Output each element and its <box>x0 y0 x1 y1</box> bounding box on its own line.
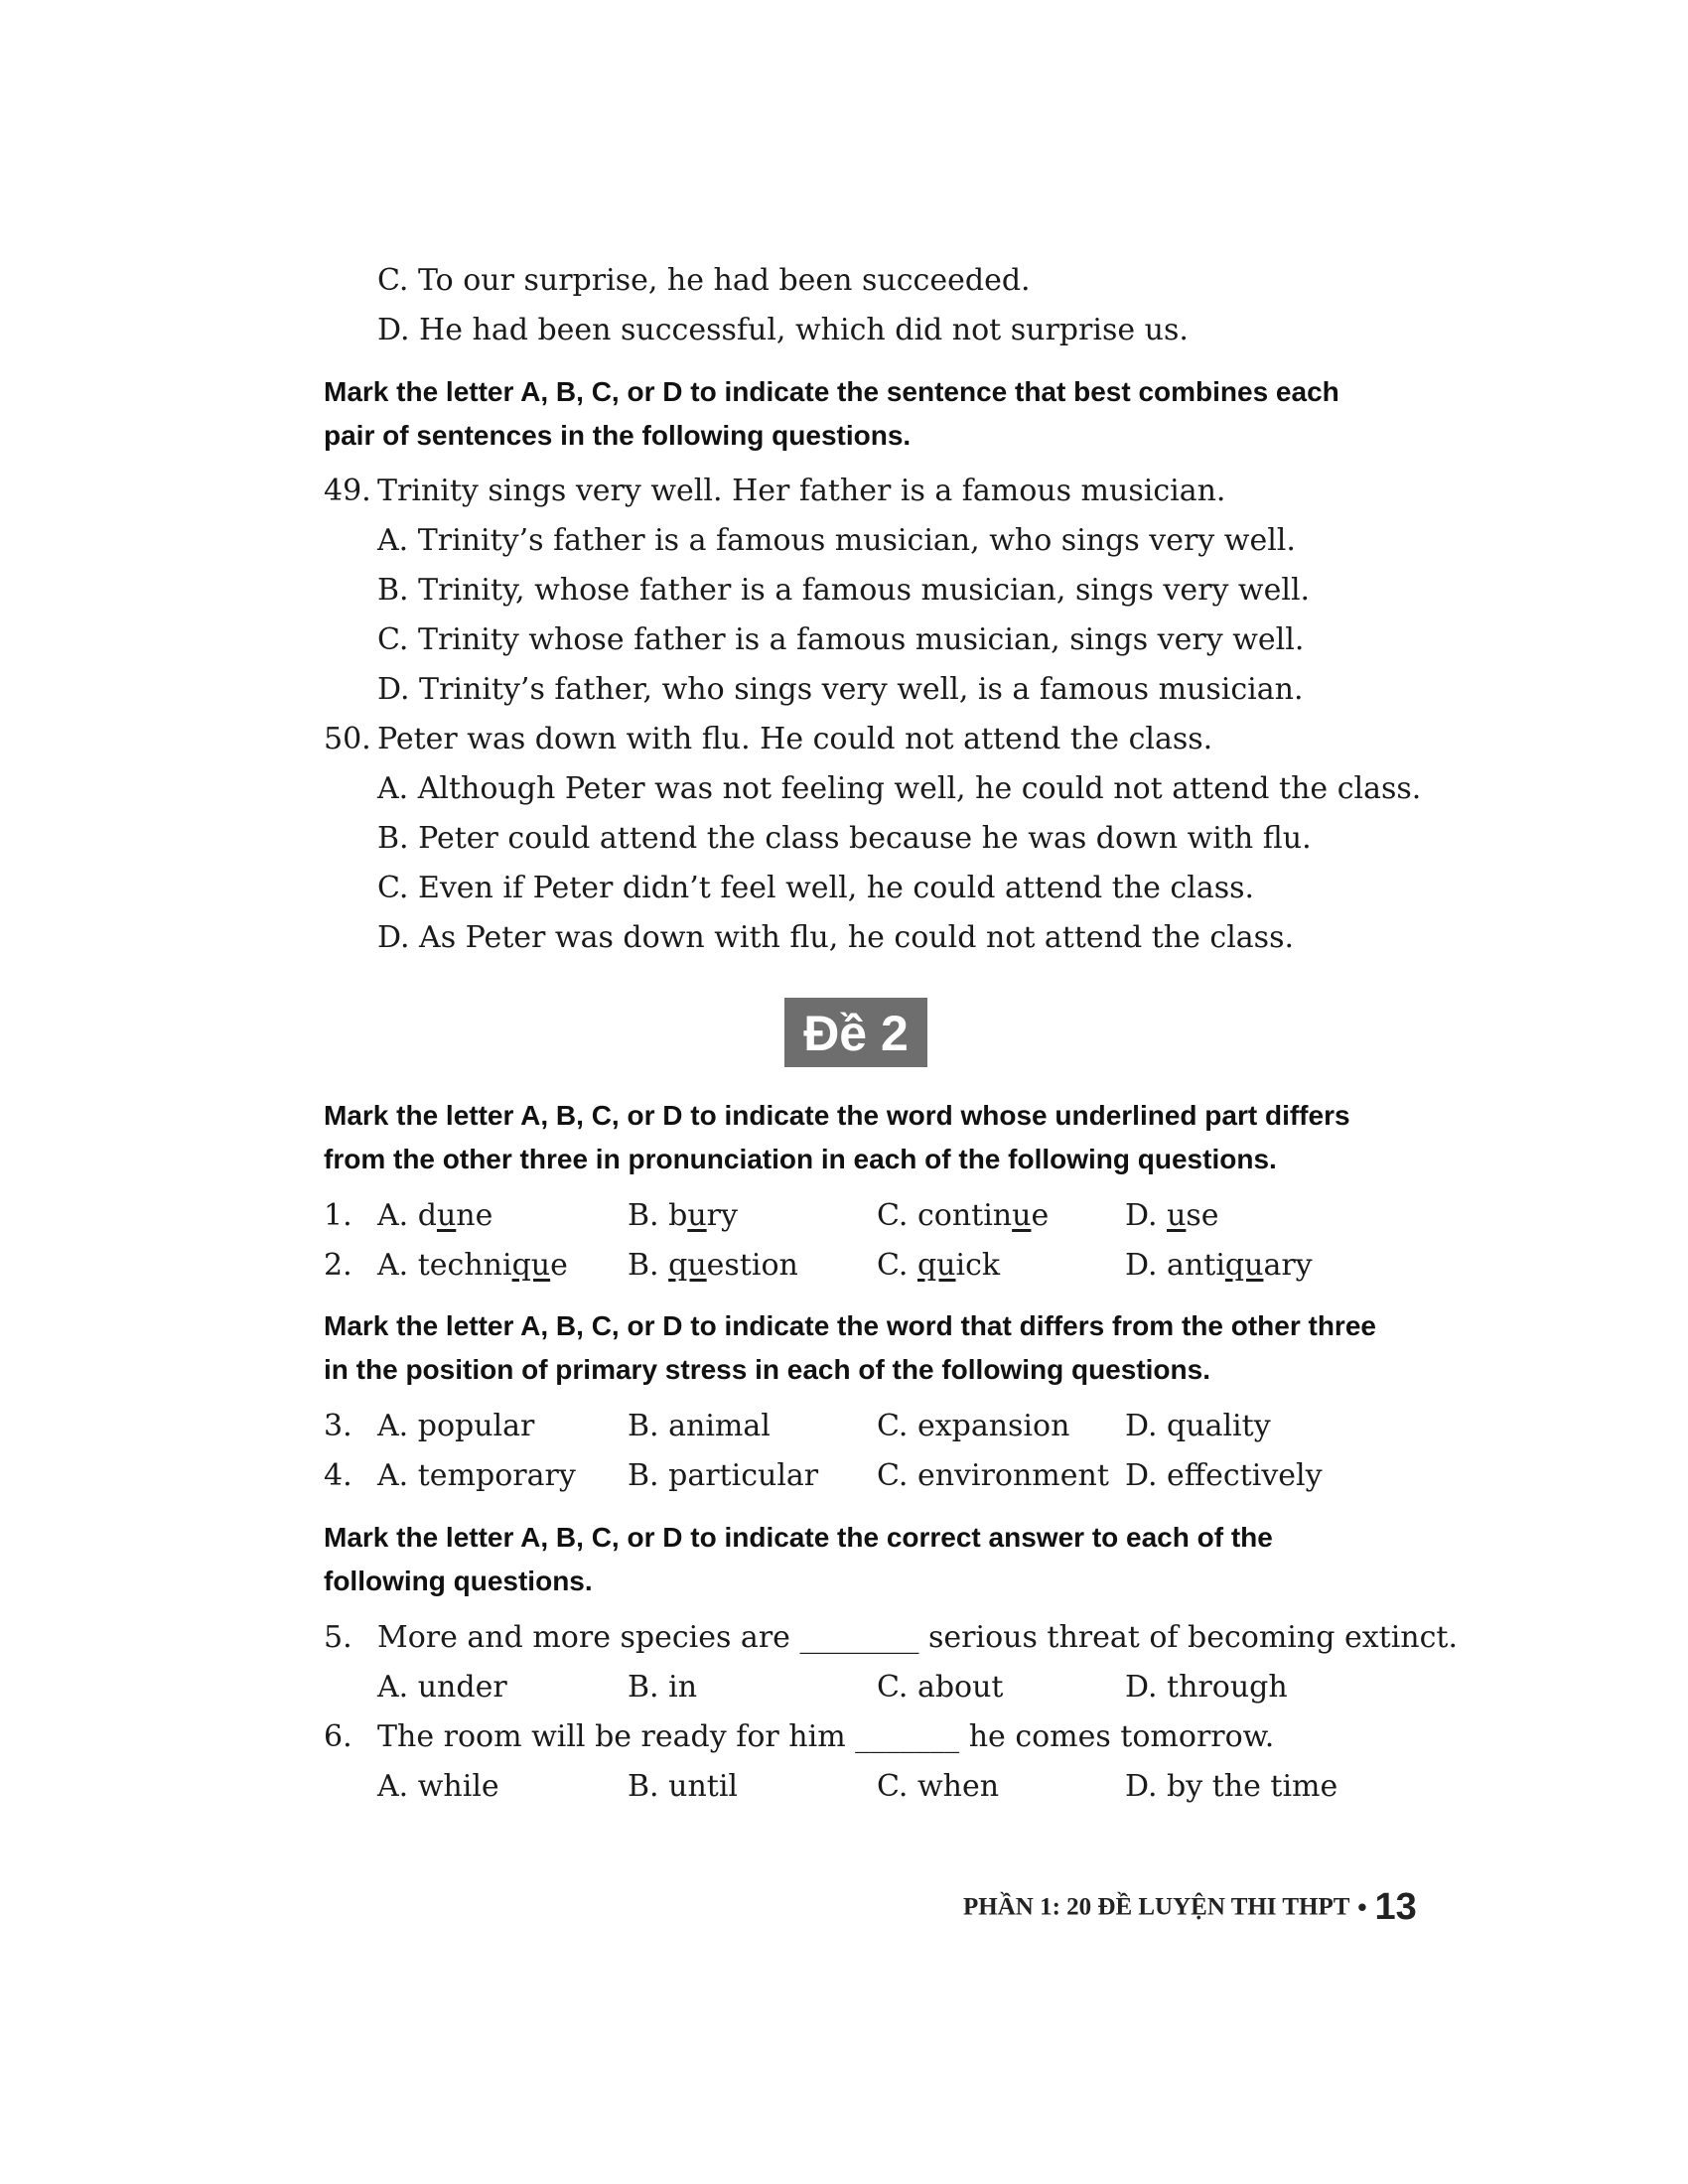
option-b: B. Trinity, whose father is a famous musician, sings very well. <box>377 573 1311 608</box>
question-number: 50. <box>324 722 371 756</box>
instruction-stress: Mark the letter A, B, C, or D to indicate the word that differs from the other three in the position of primary stress in each of the following questions. <box>324 1310 1376 1385</box>
option-a: A. popular <box>377 1409 535 1443</box>
question-text: Trinity sings very well. Her father is a famous musician. <box>377 474 1226 508</box>
option-c: C. about <box>877 1670 1004 1705</box>
question-number: 5. <box>324 1620 352 1655</box>
option-a: A. technique <box>377 1248 568 1283</box>
section-badge: Đề 2 <box>784 998 927 1067</box>
option-d: D. Trinity’s father, who sings very well, is a famous musician. <box>377 672 1304 707</box>
option-b: B. animal <box>628 1409 771 1443</box>
option-c: C. Even if Peter didn’t feel well, he could attend the class. <box>377 871 1255 905</box>
option-d: D. He had been successful, which did not surprise us. <box>377 313 1189 347</box>
question-number: 49. <box>324 474 371 508</box>
question-number: 6. <box>324 1719 352 1754</box>
option-c: C. when <box>877 1769 1000 1804</box>
question-number: 4. <box>324 1458 352 1493</box>
page-number: 13 <box>1374 1886 1417 1928</box>
question-number: 2. <box>324 1248 352 1283</box>
option-b: B. particular <box>628 1458 819 1493</box>
instruction-pronunciation: Mark the letter A, B, C, or D to indicate the word whose underlined part differs from the other three in pronunciation in each of the following questions. <box>324 1100 1350 1174</box>
option-d: D. As Peter was down with flu, he could not attend the class. <box>377 920 1295 955</box>
instruction-correct-answer: Mark the letter A, B, C, or D to indicate the correct answer to each of the following questions. <box>324 1522 1273 1596</box>
option-c: C. quick <box>877 1248 1001 1283</box>
option-b: B. in <box>628 1670 698 1705</box>
page-footer <box>963 1886 1417 1929</box>
question-number: 1. <box>324 1198 352 1233</box>
option-b: B. bury <box>628 1198 738 1233</box>
footer-label: PHẦN 1: 20 ĐỀ LUYỆN THI THPT <box>963 1893 1350 1921</box>
option-d: D. antiquary <box>1125 1248 1313 1283</box>
option-d: D. effectively <box>1125 1458 1323 1493</box>
option-b: B. Peter could attend the class because he was down with flu. <box>377 821 1312 856</box>
instruction-combine: Mark the letter A, B, C, or D to indicate the sentence that best combines each pair of sentences in the following questions. <box>324 376 1339 451</box>
option-a: A. dune <box>377 1198 493 1233</box>
question-number: 3. <box>324 1409 352 1443</box>
option-c: C. To our surprise, he had been succeeded. <box>377 263 1031 298</box>
option-a: A. Trinity’s father is a famous musician, who sings very well. <box>377 523 1296 558</box>
option-d: D. by the time <box>1125 1769 1338 1804</box>
footer-bullet: • <box>1357 1892 1367 1922</box>
option-a: A. while <box>377 1769 499 1804</box>
option-c: C. environment <box>877 1458 1109 1493</box>
option-c: C. continue <box>877 1198 1050 1233</box>
option-c: C. expansion <box>877 1409 1070 1443</box>
question-text: The room will be ready for him _______ he comes tomorrow. <box>377 1719 1275 1754</box>
question-text: More and more species are ________ serious threat of becoming extinct. <box>377 1620 1458 1655</box>
option-a: A. temporary <box>377 1458 576 1493</box>
option-b: B. question <box>628 1248 798 1283</box>
option-b: B. until <box>628 1769 739 1804</box>
option-c: C. Trinity whose father is a famous musician, sings very well. <box>377 622 1305 657</box>
question-text: Peter was down with flu. He could not attend the class. <box>377 722 1213 756</box>
option-a: A. under <box>377 1670 507 1705</box>
option-a: A. Although Peter was not feeling well, he could not attend the class. <box>377 771 1422 806</box>
option-d: D. use <box>1125 1198 1219 1233</box>
option-d: D. through <box>1125 1670 1288 1705</box>
option-d: D. quality <box>1125 1409 1271 1443</box>
